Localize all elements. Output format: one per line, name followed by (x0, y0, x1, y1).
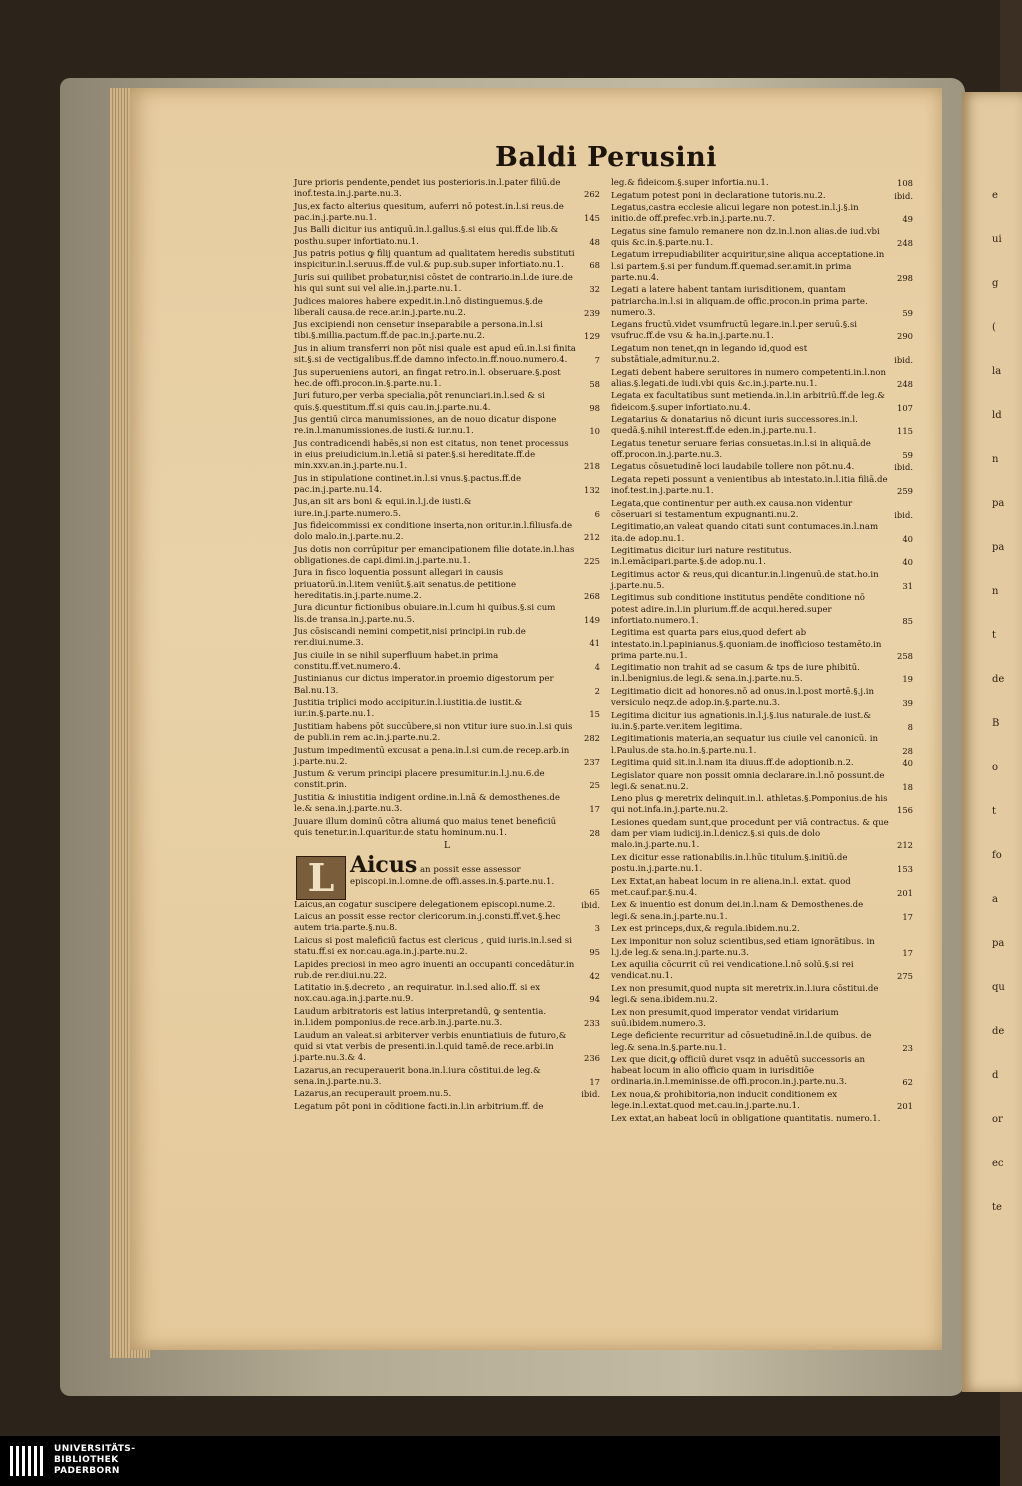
facing-page-fragment: or (992, 1114, 1003, 1125)
facing-page-fragment: ld (992, 410, 1002, 421)
index-entry (611, 924, 913, 935)
index-entry-text: Lazarus,an recuperauit proem.nu.5. (294, 1089, 452, 1100)
index-entry-number: 145 (584, 212, 600, 223)
index-entry (611, 178, 913, 189)
index-entry-number: 62 (902, 1077, 913, 1088)
index-entry-text: Laicus si post maleficiū factus est clericus , quid iuris.in.l.sed si statu.ff.si ex nor.cau.aga.in.j.parte.nu.2. (294, 935, 572, 957)
index-entry (611, 439, 913, 461)
index-entry-text: Legitima quid sit.in.l.nam ita diuus.ff.de adoptionib.n.2. (611, 758, 854, 769)
index-entry (294, 817, 600, 839)
index-entry (294, 1031, 600, 1065)
index-entry-number: 129 (584, 331, 600, 342)
index-entry-number: 275 (897, 971, 913, 982)
index-entry-text: Lex extat,an habeat locū in obligatione quantitatis. numero.1. (611, 1113, 881, 1124)
index-entry-text: Legitima est quarta pars eius,quod defert ab intestato.in.l.papinianus.§.quoniam.de inofficioso testamēto.in prima parte.nu.1. (611, 628, 882, 661)
facing-page-fragment: de (992, 1026, 1005, 1037)
index-entry-number: 248 (897, 237, 913, 248)
index-entry-number: 201 (897, 1101, 913, 1112)
index-entry-number: 218 (584, 461, 600, 472)
facing-page-fragment: la (992, 366, 1002, 377)
index-entry-text: Legitima dicitur ius agnationis.in.l.j.§.ius naturale.de iust.& iu.in.§.parte.ver.item legitima. (611, 710, 872, 732)
index-entry-text: Justinianus cur dictus imperator.in proemio digestorum per Bal.nu.13. (294, 674, 554, 696)
index-entry-number: 39 (902, 698, 913, 709)
index-entry (611, 1031, 913, 1053)
index-entry-text: Jus excipiendi non censetur inseparabile a persona.in.l.si tibi.§.millia.pactum.ff.de pac.in.j.parte.nu.2. (294, 320, 543, 342)
index-entry (611, 687, 913, 709)
index-entry (611, 900, 913, 922)
index-entry (294, 474, 600, 496)
index-entry (294, 497, 600, 519)
index-entry (294, 178, 600, 200)
index-entry-text: Lex Extat,an habeat locum in re aliena.in.l. extat. quod met.cauf.par.§.nu.4. (611, 876, 851, 898)
index-entry-text: Juri futuro,per verba specialia,pōt renunciari.in.l.sed & si quis.§.questitum.ff.si quis cau.in.j.parte.nu.4. (294, 391, 545, 413)
index-entry-number: 23 (902, 1042, 913, 1053)
index-entry-text: Legata repeti possunt a venientibus ab intestato.in.l.itia filiā.de inof.test.in.j.parte.nu.1. (611, 474, 888, 497)
index-entry-number: 132 (584, 484, 600, 495)
index-entry (611, 320, 913, 342)
index-entry (294, 273, 600, 295)
initial-entry (294, 852, 600, 901)
index-entry (611, 663, 913, 685)
index-entry-number: 239 (584, 307, 600, 318)
index-entry (611, 877, 913, 899)
index-entry-text: Lesiones quedam sunt,que procedunt per viā contractus. & que dam per viam iudicij.in.l.denicz.§.si quis.de dolo malo.in.j.parte.nu.1. (611, 817, 889, 851)
index-entry (294, 568, 600, 602)
index-entry-number: 40 (902, 758, 913, 769)
index-entry-number: 41 (589, 638, 600, 649)
index-entry (294, 746, 600, 768)
index-entry-text: Legitimationis materia,an sequatur ius ciuile vel canonicū. in l.Paulus.de sta.ho.in.§.parte.nu.1. (611, 734, 878, 756)
index-entry (294, 320, 600, 342)
index-entry-number: 25 (589, 780, 600, 791)
index-entry (611, 1114, 913, 1125)
facing-page-fragment: B (992, 718, 1000, 729)
index-entry-number: 248 (897, 378, 913, 389)
index-entry-text: Jus gentiū circa manumissiones, an de nouo dicatur dispone re.in.l.manumissiones.de iusti.& iur.nu.1. (294, 415, 557, 437)
index-entry (294, 1089, 600, 1100)
index-entry-text: Legislator quare non possit omnia declarare.in.l.nō possunt.de legi.& senat.nu.2. (611, 770, 885, 792)
index-entry-text: Laudum an valeat.si arbiterver verbis enuntiatiuis de futuro,& quid si vtat verbis de presenti.in.l.quid tamē.de rece.arbi.in j.parte.nu.3.& 4. (294, 1030, 567, 1064)
index-entry (611, 368, 913, 390)
index-entry-text: Legitimatus dicitur iuri nature restitutus. in.l.emācipari.parte.§.de adop.nu.1. (611, 546, 792, 568)
index-entry-text: Legati a latere habent tantam iurisditionem, quantam patriarcha.in.l.si in aliquam.de offic.procon.in prima parte. numero.3. (611, 285, 868, 318)
index-entry-text: Laicus,an cogatur suscipere delegationem episcopi.nume.2. (294, 899, 556, 910)
library-logo-icon (10, 1442, 44, 1480)
index-column-right (611, 178, 913, 1126)
index-entry-text: Lege deficiente recurritur ad cōsuetudinē.in.l.de quibus. de leg.& sena.in.§.parte.nu.1. (611, 1031, 872, 1053)
index-entry (611, 1008, 913, 1030)
index-entry-number: 149 (584, 614, 600, 625)
index-entry-number: 7 (594, 355, 600, 366)
index-entry-number: 282 (584, 733, 600, 744)
index-entry (294, 415, 600, 437)
index-entry-number: 259 (897, 486, 913, 497)
index-entry-number: 8 (907, 721, 913, 732)
left-entries-l (294, 900, 600, 1113)
index-entry-text: Jus superueniens autori, an fingat retro.in.l. obseruare.§.post hec.de offi.procon.in.§.parte.nu.1. (294, 367, 561, 389)
index-entry-text: Laicus an possit esse rector clericorum.in.j.consti.ff.vet.§.hec autem tria.parte.§.nu.8. (294, 912, 561, 934)
index-entry-text: Judices maiores habere expedit.in.l.nō distinguemus.§.de liberali causa.de rece.ar.in.j.parte.nu.2. (294, 296, 543, 318)
index-entry-number: 115 (897, 426, 913, 437)
index-entry (611, 522, 913, 544)
index-entry-number: 262 (584, 189, 600, 200)
index-entry-text: Lex & inuentio est donum dei.in.l.nam & Demosthenes.de legi.& sena.in.j.parte.nu.1. (611, 900, 864, 922)
index-entry-text: Jura in fisco loquentia possunt allegari in causis priuatorū.in.l.item veniūt.§.ait senatus.de petitione hereditatis.in.j.parte.nume.2. (294, 568, 517, 601)
facing-page-fragment: t (992, 806, 997, 817)
index-entry-number: 156 (897, 805, 913, 816)
index-entry-number: 31 (902, 580, 913, 591)
index-entry (611, 794, 913, 816)
index-entry-text: Jus Balli dicitur ius antiquū.in.l.gallus.§.si eius qui.ff.de lib.& posthu.super infortiato.nu.1. (294, 225, 559, 247)
index-entry-text: Lex non presumit,quod nupta sit meretrix.in.l.iura cōstitui.de legi.& sena.ibidem.nu.2. (611, 983, 879, 1006)
index-entry-number: 108 (897, 178, 913, 188)
index-entry (294, 900, 600, 911)
facing-page-fragment: n (992, 454, 999, 465)
index-entry (611, 593, 913, 627)
index-entry-number: 225 (584, 555, 600, 566)
index-entry-number: 212 (897, 840, 913, 851)
index-entry (294, 769, 600, 791)
index-entry-number: 18 (902, 781, 913, 792)
index-entry-number: ibid. (581, 1089, 600, 1100)
facing-page-fragment: ( (992, 322, 996, 333)
index-entry-text: Jus,ex facto alterius quesitum, auferri nō potest.in.l.si reus.de pac.in.j.parte.nu.1. (294, 201, 564, 223)
index-entry (294, 651, 600, 673)
index-entry (294, 1066, 600, 1088)
index-entry-text: Justitia triplici modo accipitur.in.l.iustitia.de iustit.& iur.in.§.parte.nu.1. (294, 698, 523, 720)
index-entry-number: 94 (589, 994, 600, 1005)
facing-page-fragment: n (992, 586, 999, 597)
index-entry (294, 545, 600, 567)
index-entry (611, 758, 913, 769)
initial-entry-number: 65 (589, 887, 600, 898)
index-entry-text: Legata,que continentur per auth.ex causa.non videntur cōseruari si testamentum expugnanti.nu.2. (611, 498, 853, 520)
facing-page-fragment: de (992, 674, 1005, 685)
index-entry-number: 68 (589, 260, 600, 271)
index-entry-text: Legitimus actor & reus,qui dicantur.in.l.ingenuū.de stat.ho.in j.parte.nu.5. (611, 569, 879, 591)
index-entry-number: ibid. (581, 899, 600, 910)
left-entries (294, 178, 600, 839)
index-entry-text: Legitimatio dicit ad honores.nō ad onus.in.l.post mortē.§.j.in versiculo neqz.de adop.in.§.parte.nu.3. (611, 686, 875, 709)
facing-page-fragment: t (992, 630, 997, 641)
index-entry-number: 290 (897, 331, 913, 342)
facing-page-fragment: pa (992, 938, 1005, 949)
index-entry-text: Lex aquilia cōcurrit cū rei vendicatione.l.nō solū.§.si rei vendicat.nu.1. (611, 960, 854, 982)
index-entry (294, 225, 600, 247)
library-logo-bar (0, 1436, 1000, 1486)
section-letter: L (444, 841, 450, 852)
index-entry-text: Jure prioris pendente,pendet ius posterioris.in.l.pater filiū.de inof.testa.in.j.parte.nu.3. (294, 178, 561, 200)
index-entry-number: 15 (589, 709, 600, 720)
index-entry (611, 285, 913, 319)
index-entry (611, 1055, 913, 1089)
index-entry (294, 722, 600, 744)
index-entry (294, 249, 600, 271)
facing-page-fragment: ui (992, 234, 1002, 245)
initial-word: Aicus (350, 852, 418, 879)
index-entry (294, 983, 600, 1005)
index-entry (611, 960, 913, 982)
index-entry-text: Lapides preciosi in meo agro inuenti an occupanti concedātur.in rub.de rer.diui.nu.22. (294, 959, 575, 981)
facing-page-fragment: o (992, 762, 999, 773)
index-entry-number: 17 (902, 911, 913, 922)
index-entry-number: 17 (902, 947, 913, 958)
index-entry-text: leg.& fideicom.§.super infortia.nu.1. (611, 178, 769, 188)
index-entry-number: 107 (897, 402, 913, 413)
index-entry-text: Legatus,castra ecclesie alicui legare non potest.in.l.j.§.in initio.de off.prefec.vrb.in.j.parte.nu.7. (611, 203, 859, 225)
index-entry (294, 344, 600, 366)
index-entry-number: 49 (902, 214, 913, 225)
index-entry-text: Jus,an sit ars boni & equi.in.l.j.de iusti.& iure.in.j.parte.numero.5. (294, 497, 472, 519)
index-entry (294, 603, 600, 625)
index-entry-text: Jus ciuile in se nihil superfluum habet.in prima constitu.ff.vet.numero.4. (294, 650, 499, 672)
index-entry-number: 19 (902, 674, 913, 685)
index-entry-text: Justitiam habens pōt succūbere,si non vtitur iure suo.in.l.si quis de publi.in rem ac.in.j.parte.nu.2. (294, 721, 573, 744)
index-entry-number: 237 (584, 756, 600, 767)
facing-page-fragment: te (992, 1202, 1002, 1213)
index-entry-number: 3 (594, 923, 600, 934)
index-entry-text: Lex imponitur non soluz scientibus,sed etiam ignorātibus. in l.j.de leg.& sena.in.j.parte.nu.3. (611, 936, 875, 958)
index-entry (294, 439, 600, 473)
index-entry-number: ibid. (894, 190, 913, 201)
index-entry (611, 203, 913, 225)
index-entry (611, 734, 913, 756)
index-entry-number: 58 (589, 378, 600, 389)
index-entry-number: 153 (897, 864, 913, 875)
index-entry-number: 4 (594, 661, 600, 672)
index-entry-number: 17 (589, 804, 600, 815)
index-entry-text: Legitimatio,an valeat quando citati sunt contumaces.in.l.nam ita.de adop.nu.1. (611, 522, 879, 544)
index-entry (611, 984, 913, 1006)
index-entry (611, 344, 913, 366)
index-entry-text: Legitimatio non trahit ad se casum & tps de iure phibitū. in.l.benignius.de legi.& sena.in.j.parte.nu.5. (611, 663, 860, 685)
index-entry (294, 912, 600, 934)
index-entry-text: Legatum pōt poni in cōditione facti.in.l.in arbitrium.ff. de (294, 1101, 544, 1112)
index-entry (611, 546, 913, 568)
index-entry (611, 853, 913, 875)
index-entry-text: Jus in stipulatione continet.in.l.si vnus.§.pactus.ff.de pac.in.j.parte.nu.14. (294, 473, 522, 495)
index-entry (611, 391, 913, 413)
index-entry-text: Lex que dicit,ꝙ officiū duret vsqz in aduētū successoris an habeat locum in alio officio quam in iurisditiōe ordinaria.in.l.meminisse.de offi.procon.in.j.parte.nu.3. (611, 1055, 865, 1088)
index-entry (611, 1090, 913, 1112)
library-name-line1: UNIVERSITÄTS- (54, 1444, 136, 1454)
index-entry-text: Legatus sine famulo remanere non dz.in.l.non alias.de iud.vbi quis &c.in.§.parte.nu.1. (611, 226, 880, 248)
index-entry-text: Jura dicuntur fictionibus obuiare.in.l.cum hi quibus.§.si cum lis.de transa.in.j.parte.nu.5. (294, 603, 556, 625)
index-entry-number: 201 (897, 887, 913, 898)
index-entry-number: 268 (584, 590, 600, 601)
index-entry (294, 368, 600, 390)
index-entry-number: 10 (589, 426, 600, 437)
index-entry-text: Lex non presumit,quod imperator vendat viridarium suū.ibidem.numero.3. (611, 1007, 839, 1029)
index-entry (611, 771, 913, 793)
library-name-line3: PADERBORN (54, 1466, 120, 1476)
facing-page-fragment: a (992, 894, 998, 905)
index-entry-number: 40 (902, 557, 913, 568)
index-entry (611, 250, 913, 284)
index-entry-text: Legatus cōsuetudinē loci laudabile tollere non pōt.nu.4. (611, 462, 855, 473)
facing-page-fragment: pa (992, 542, 1005, 553)
index-entry (294, 698, 600, 720)
index-entry-number: ibid. (894, 462, 913, 473)
index-entry-number: 28 (902, 745, 913, 756)
index-entry-number: 2 (594, 685, 600, 696)
index-entry-text: Juris sui quilibet probatur,nisi cōstet de contrario.in.l.de iure.de his qui sunt sui vel alie.in.j.parte.nu.1. (294, 272, 573, 295)
index-entry-text: Jus dotis non corrūpitur per emancipationem filie dotate.in.l.has obligationes.de capi.dimi.in.j.parte.nu.1. (294, 544, 575, 566)
index-entry-number: ibid. (894, 509, 913, 520)
index-entry-text: Justum & verum principi placere presumitur.in.l.j.nu.6.de constit.prin. (294, 769, 545, 791)
facing-page-fragment: ec (992, 1158, 1004, 1169)
index-entry-text: Leno plus ꝙ meretrix delinquit.in.l. athletas.§.Pomponius.de his qui not.infa.in.j.parte.nu.2. (611, 794, 888, 816)
index-entry (611, 227, 913, 249)
index-entry-text: Legata ex facultatibus sunt metienda.in.l.in arbitriū.ff.de leg.& fideicom.§.super infortiato.nu.4. (611, 391, 885, 413)
index-entry-number: 258 (897, 650, 913, 661)
index-entry-number: 17 (589, 1076, 600, 1087)
index-entry-number: 59 (902, 307, 913, 318)
index-entry (294, 1007, 600, 1029)
index-entry (294, 391, 600, 413)
index-entry (611, 415, 913, 437)
index-entry (294, 793, 600, 815)
index-entry (611, 499, 913, 521)
index-entry-text: Legati debent habere seruitores in numero competenti.in.l.non alias.§.legati.de iudi.vbi quis &c.in.j.parte.nu.1. (611, 367, 887, 389)
index-entry-text: Juuare illum dominū cōtra aliumá quo maius tenet beneficiū quis tenetur.in.l.quaritur.de statu hominum.nu.1. (294, 816, 557, 838)
index-entry-text: Legitimus sub conditione institutus pendēte conditione nō potest adire.in.l.in plurium.ff.de acqui.hered.super infortiato.numero.1. (611, 593, 865, 626)
index-entry-number: 85 (902, 615, 913, 626)
index-entry-text: Legans fructū.videt vsumfructū legare.in.l.per seruū.§.si vsufruc.ff.de vsu & ha.in.j.parte.nu.1. (611, 320, 858, 342)
index-entry-number: 40 (902, 533, 913, 544)
index-entry-number: 298 (897, 272, 913, 283)
index-column-left (294, 178, 600, 1114)
index-entry (611, 570, 913, 592)
decorated-initial: L (296, 856, 346, 900)
index-entry (294, 202, 600, 224)
index-entry (294, 960, 600, 982)
index-entry (294, 674, 600, 696)
facing-page-fragment: qu (992, 982, 1005, 993)
index-entry-text: Lex noua,& prohibitoria,non inducit conditionem ex lege.in.l.extat.quod met.cau.in.j.parte.nu.1. (611, 1089, 838, 1112)
right-entries (611, 178, 913, 1125)
facing-page-fragment: e (992, 190, 998, 201)
initial-entry-text: an possit esse assessor episcopi.in.l.omne.de offi.asses.in.§.parte.nu.1. (350, 865, 555, 887)
index-entry (294, 297, 600, 319)
index-entry (294, 936, 600, 958)
index-entry (611, 191, 913, 202)
index-entry-text: Lex est princeps,dux,& regula.ibidem.nu.2. (611, 924, 800, 934)
running-header: Baldi Perusini (495, 142, 718, 173)
index-entry-text: Lex dicitur esse rationabilis.in.l.hūc titulum.§.initiū.de postu.in.j.parte.nu.1. (611, 852, 848, 875)
index-entry-text: Latitatio in.§.decreto , an requiratur. in.l.sed alio.ff. si ex nox.cau.aga.in.j.parte.nu.9. (294, 983, 541, 1005)
facing-page-fragment: fo (992, 850, 1002, 861)
index-entry-number: 98 (589, 402, 600, 413)
index-entry-number: 32 (589, 284, 600, 295)
index-entry-number: 212 (584, 532, 600, 543)
index-entry-number: 95 (589, 947, 600, 957)
index-entry (611, 628, 913, 662)
index-entry-number: 48 (589, 236, 600, 247)
index-entry-number: 236 (584, 1053, 600, 1064)
index-entry-text: Justitia & iniustitia indigent ordine.in.l.nā & demosthenes.de le.& sena.in.j.parte.nu.3. (294, 792, 560, 815)
index-entry-text: Legatum potest poni in declaratione tutoris.nu.2. (611, 190, 826, 201)
index-entry (294, 521, 600, 543)
index-entry (611, 711, 913, 733)
index-entry-text: Legatus tenetur seruare ferias consuetas.in.l.si in aliquā.de off.procon.in.j.parte.nu.3. (611, 438, 871, 460)
index-entry-text: Jus in alium transferri non pōt nisi quale est apud eū.in.l.si finita sit.§.si de vectigalibus.ff.de damno infecto.in.ff.nouo.numero.4. (294, 343, 576, 366)
index-entry-text: Jus fideicommissi ex conditione inserta,non oritur.in.l.filiusfa.de dolo malo.in.j.parte.nu.2. (294, 521, 573, 543)
index-entry-number: 28 (589, 827, 600, 838)
library-name (54, 1444, 135, 1477)
facing-page-fragment: d (992, 1070, 999, 1081)
index-entry-number: 42 (589, 970, 600, 981)
index-entry-text: Legatum irrepudiabiliter acquiritur,sine aliqua acceptatione.in l.si partem.§.si per fundum.ff.quemad.ser.amit.in prima parte.nu.4. (611, 250, 885, 283)
index-entry-text: Jus patris potius ꝙ filij quantum ad qualitatem heredis substituti inspicitur.in.l.seruus.ff.de vul.& pup.sub.super infortiato.nu.1. (294, 249, 575, 271)
index-entry (294, 1102, 600, 1113)
facing-page-fragment: g (992, 278, 999, 289)
index-entry-text: Laudum arbitratoris est latius interpretandū, ꝙ sententia. in.l.idem pomponius.de rece.arb.in.j.parte.nu.3. (294, 1006, 547, 1029)
index-entry-text: Jus contradicendi habēs,si non est citatus, non tenet processus in eius preiudicium.in.l.etiā si pater.§.si hereditate.ff.de min.xxv.an.in.j.parte.nu.1. (294, 438, 569, 472)
index-entry-number: 59 (902, 449, 913, 460)
index-entry (611, 475, 913, 497)
library-name-line2: BIBLIOTHEK (54, 1455, 119, 1465)
index-entry (294, 627, 600, 649)
index-entry (611, 818, 913, 852)
index-entry-text: Jus cōsiscandi nemini competit,nisi principi.in rub.de rer.diui.nume.3. (294, 627, 526, 649)
index-entry-text: Justum impedimentū excusat a pena.in.l.si cum.de recep.arb.in j.parte.nu.2. (294, 745, 570, 767)
index-entry-text: Lazarus,an recuperauerit bona.in.l.iura cōstitui.de leg.& sena.in.j.parte.nu.3. (294, 1065, 541, 1087)
index-entry (611, 937, 913, 959)
index-entry-text: Legatum non tenet,qn in legando id,quod est substātiale,admitur.nu.2. (611, 343, 808, 366)
index-entry-number: 233 (584, 1018, 600, 1029)
index-entry-number: ibid. (894, 355, 913, 366)
index-entry-number: 6 (594, 508, 600, 519)
index-entry-text: Legatarius & donatarius nō dicunt iuris successores.in.l. quedā.§.nihil interest.ff.de eden.in.j.parte.nu.1. (611, 415, 858, 437)
facing-page-fragment: pa (992, 498, 1005, 509)
index-entry (611, 462, 913, 473)
